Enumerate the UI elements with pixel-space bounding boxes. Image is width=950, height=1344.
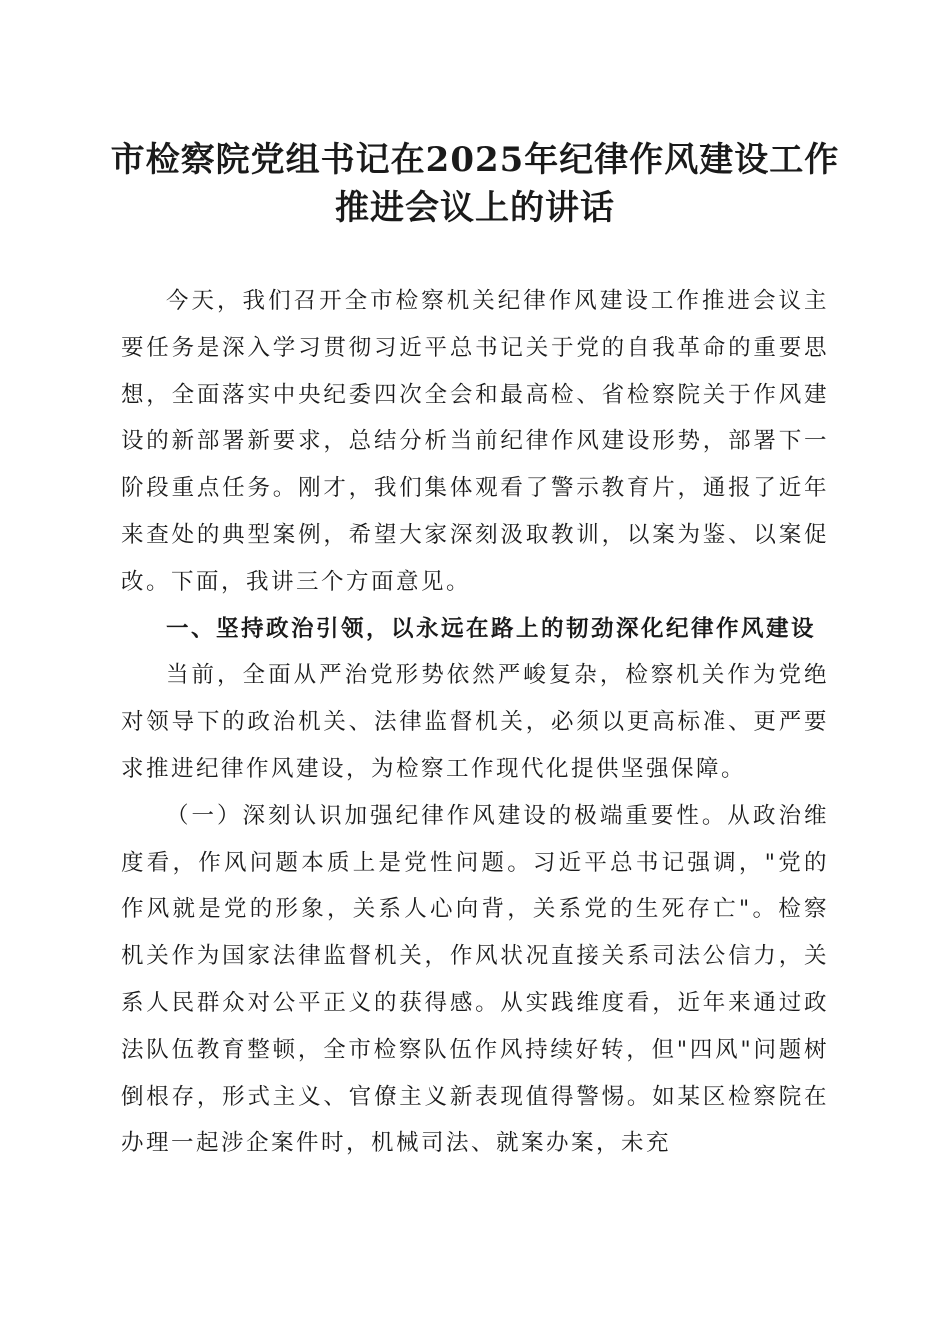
- document-title: 市检察院党组书记在2025年纪律作风建设工作推进会议上的讲话: [110, 140, 840, 228]
- section-1-paragraph: 当前，全面从严治党形势依然严峻复杂，检察机关作为党绝对领导下的政治机关、法律监督机关，必须以更高标准、更严要求推进纪律作风建设，为检察工作现代化提供坚强保障。: [121, 662, 829, 782]
- subsection-1-paragraph: （一）深刻认识加强纪律作风建设的极端重要性。从政治维度看，作风问题本质上是党性问题。习近平总书记强调，"党的作风就是党的形象，关系人心向背，关系党的生死存亡"。检察机关作为国家法律监督机关，作风状况直接关系司法公信力，关系人民群众对公平正义的获得感。从实践维度看，近年来通过政法队伍教育整顿，全市检察队伍作风持续好转，但"四风"问题树倒根存，形式主义、官僚主义新表现值得警惕。如某区检察院在办理一起涉企案件时，机械司法、就案办案，未充: [121, 802, 829, 1157]
- document-body: [121, 278, 829, 1167]
- section-heading-1: 一、坚持政治引领，以永远在路上的韧劲深化纪律作风建设: [166, 615, 817, 642]
- intro-paragraph: 今天，我们召开全市检察机关纪律作风建设工作推进会议主要任务是深入学习贯彻习近平总书记关于党的自我革命的重要思想，全面落实中央纪委四次全会和最高检、省检察院关于作风建设的新部署新要求，总结分析当前纪律作风建设形势，部署下一阶段重点任务。刚才，我们集体观看了警示教育片，通报了近年来查处的典型案例，希望大家深刻汲取教训，以案为鉴、以案促改。下面，我讲三个方面意见。: [121, 288, 829, 595]
